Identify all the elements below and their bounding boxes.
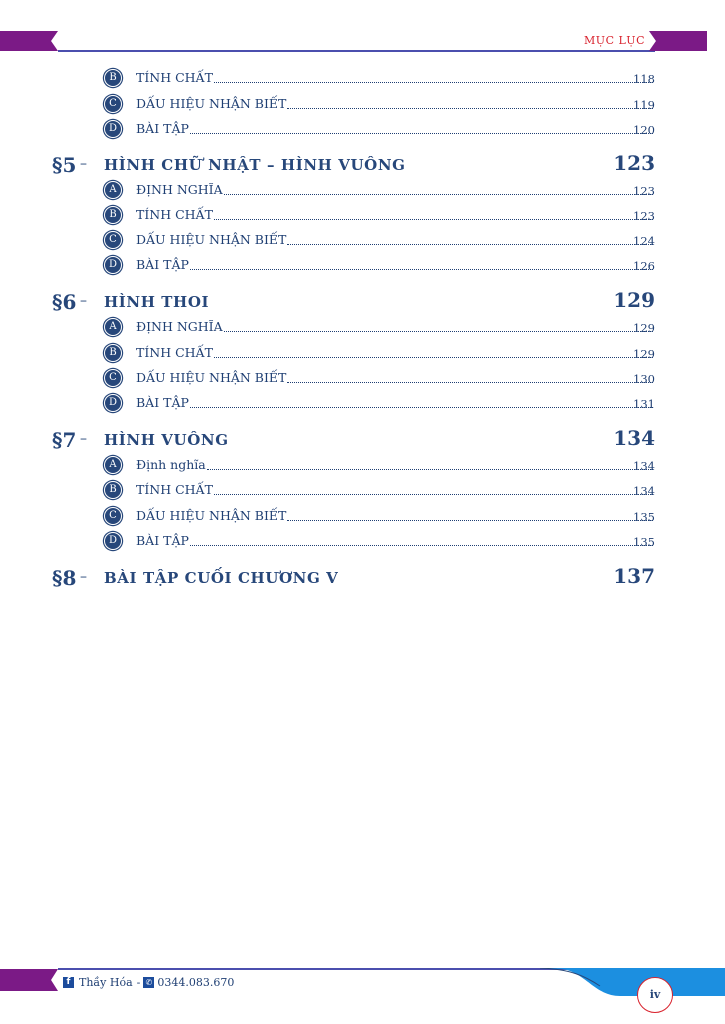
phone-icon: ✆ (143, 977, 154, 988)
section-dash: – (80, 431, 87, 448)
footer-contact (63, 976, 234, 989)
item-page: 118 (633, 72, 655, 86)
dot-leader (224, 331, 653, 332)
item-label: BÀI TẬP (136, 121, 189, 136)
item-badge: B (104, 69, 122, 87)
toc-item[interactable] (0, 506, 725, 528)
section-page: 123 (613, 150, 655, 175)
item-label: BÀI TẬP (136, 532, 189, 548)
item-badge: A (104, 318, 122, 336)
item-label: DẤU HIỆU NHẬN BIẾT (136, 369, 287, 385)
header-rule (58, 50, 655, 52)
section-title: HÌNH VUÔNG (104, 431, 229, 450)
dot-leader (207, 469, 653, 470)
section-heading[interactable] (0, 426, 725, 456)
item-badge: A (104, 181, 122, 199)
item-badge: B (104, 481, 122, 499)
header-right-tab (649, 31, 707, 51)
toc-item[interactable] (0, 368, 725, 390)
item-page: 123 (633, 183, 655, 198)
dot-leader (190, 269, 653, 270)
item-page: 135 (633, 509, 655, 524)
item-label: TÍNH CHẤT (136, 482, 213, 498)
footer-separator: - (136, 976, 141, 989)
dot-leader (287, 520, 653, 521)
facebook-icon: f (63, 977, 74, 988)
toc-item[interactable] (0, 180, 725, 202)
item-label: DẤU HIỆU NHẬN BIẾT (136, 95, 287, 111)
footer-rule (58, 968, 568, 970)
dot-leader (287, 382, 653, 383)
item-label: BÀI TẬP (136, 257, 189, 273)
section-heading[interactable] (0, 288, 725, 318)
item-badge: D (104, 394, 122, 412)
toc-item[interactable] (0, 68, 725, 90)
item-label: Định nghĩa (136, 457, 206, 473)
page-number: iv (637, 977, 673, 1013)
dot-leader (190, 545, 653, 546)
section-title: HÌNH THOI (104, 293, 210, 312)
section-number: §5 (52, 152, 77, 177)
item-badge: C (104, 507, 122, 525)
item-page: 123 (633, 208, 655, 223)
section-heading[interactable] (0, 151, 725, 181)
section-page: 134 (613, 426, 655, 451)
section-dash: – (80, 155, 87, 172)
footer-phone: 0344.083.670 (157, 976, 235, 989)
item-label: ĐỊNH NGHĨA (136, 319, 223, 335)
item-page: 135 (633, 534, 655, 549)
toc-item[interactable] (0, 317, 725, 339)
footer-author: Thầy Hóa (79, 976, 133, 989)
item-page: 120 (633, 123, 655, 137)
item-page: 134 (633, 484, 655, 499)
toc-item[interactable] (0, 255, 725, 277)
item-label: TÍNH CHẤT (136, 344, 213, 360)
footer-wave (540, 968, 725, 996)
item-page: 129 (633, 321, 655, 336)
item-page: 124 (633, 233, 655, 248)
item-page: 134 (633, 459, 655, 474)
item-badge: C (104, 231, 122, 249)
item-page: 130 (633, 371, 655, 386)
item-badge: D (104, 120, 122, 138)
toc-item[interactable] (0, 119, 725, 141)
section-title: BÀI TẬP CUỐI CHƯƠNG V (104, 568, 339, 587)
item-label: TÍNH CHẤT (136, 206, 213, 222)
item-label: DẤU HIỆU NHẬN BIẾT (136, 507, 287, 523)
dot-leader (214, 357, 653, 358)
item-badge: B (104, 206, 122, 224)
item-badge: D (104, 256, 122, 274)
dot-leader (214, 219, 653, 220)
section-dash: – (80, 293, 87, 310)
item-label: BÀI TẬP (136, 394, 189, 410)
item-label: ĐỊNH NGHĨA (136, 181, 223, 197)
dot-leader (190, 133, 653, 134)
toc-item[interactable] (0, 480, 725, 502)
dot-leader (287, 244, 653, 245)
toc-item[interactable] (0, 455, 725, 477)
item-page: 131 (633, 396, 655, 411)
toc-item[interactable] (0, 94, 725, 116)
dot-leader (224, 194, 653, 195)
section-dash: – (80, 568, 87, 585)
section-title: HÌNH CHỮ NHẬT – HÌNH VUÔNG (104, 155, 406, 174)
dot-leader (287, 108, 653, 109)
header-title: MỤC LỤC (584, 34, 645, 47)
item-label: TÍNH CHẤT (136, 70, 213, 85)
item-badge: D (104, 532, 122, 550)
toc-item[interactable] (0, 393, 725, 415)
toc-item[interactable] (0, 205, 725, 227)
section-heading[interactable] (0, 564, 725, 594)
toc-item[interactable] (0, 230, 725, 252)
header-left-tab (0, 31, 58, 51)
section-page: 137 (613, 563, 655, 588)
toc-item[interactable] (0, 531, 725, 553)
item-page: 129 (633, 346, 655, 361)
toc-item[interactable] (0, 343, 725, 365)
item-badge: C (104, 369, 122, 387)
item-badge: A (104, 456, 122, 474)
section-number: §7 (52, 428, 77, 453)
dot-leader (190, 407, 653, 408)
dot-leader (214, 494, 653, 495)
item-page: 119 (633, 97, 655, 112)
item-label: DẤU HIỆU NHẬN BIẾT (136, 231, 287, 247)
dot-leader (214, 82, 653, 83)
section-number: §8 (52, 565, 77, 590)
section-number: §6 (52, 290, 77, 315)
item-page: 126 (633, 259, 655, 274)
item-badge: C (104, 95, 122, 113)
footer-left-tab (0, 969, 58, 991)
item-badge: B (104, 344, 122, 362)
section-page: 129 (613, 288, 655, 313)
